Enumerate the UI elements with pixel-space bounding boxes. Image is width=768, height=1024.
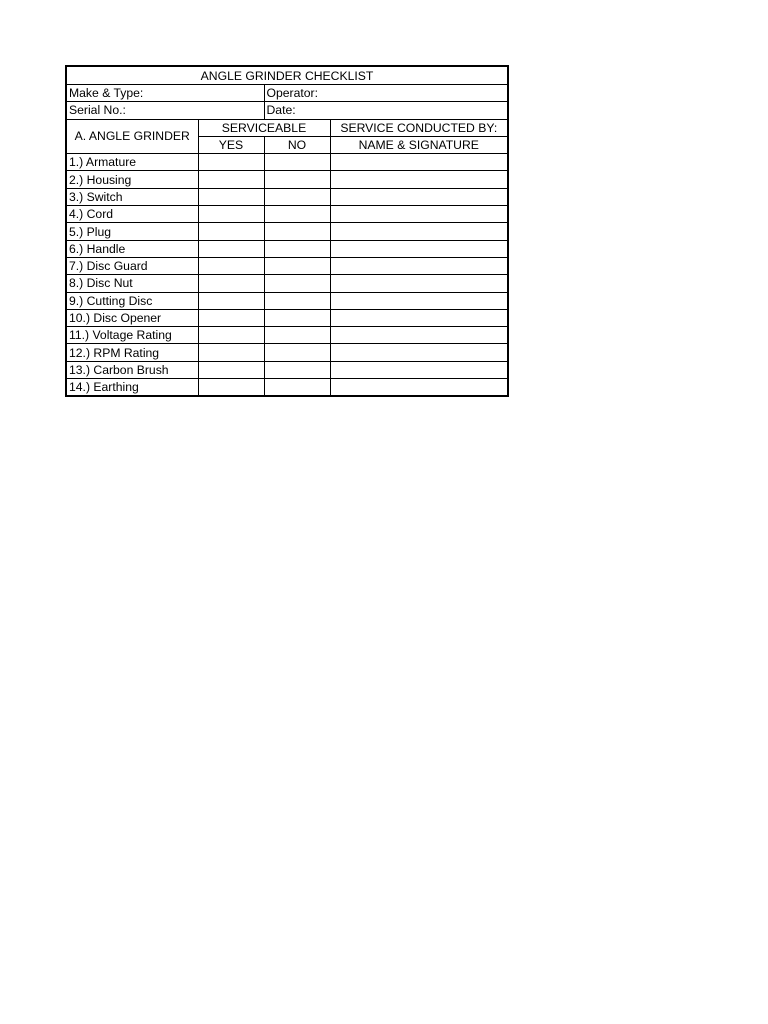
item-label: 13.) Carbon Brush <box>66 361 198 378</box>
table-row <box>66 206 508 223</box>
no-cell[interactable] <box>264 171 330 188</box>
no-cell[interactable] <box>264 292 330 309</box>
date-field[interactable]: Date: <box>264 102 508 119</box>
item-label: 9.) Cutting Disc <box>66 292 198 309</box>
signature-cell[interactable] <box>330 154 508 171</box>
yes-cell[interactable] <box>198 257 264 274</box>
table-row <box>66 344 508 361</box>
signature-cell[interactable] <box>330 379 508 397</box>
item-label: 12.) RPM Rating <box>66 344 198 361</box>
yes-cell[interactable] <box>198 292 264 309</box>
table-row <box>66 309 508 326</box>
table-row <box>66 223 508 240</box>
no-cell[interactable] <box>264 206 330 223</box>
checklist-sheet <box>65 65 507 397</box>
no-cell[interactable] <box>264 188 330 205</box>
form-title: ANGLE GRINDER CHECKLIST <box>66 66 508 85</box>
no-cell[interactable] <box>264 379 330 397</box>
no-cell[interactable] <box>264 309 330 326</box>
signature-cell[interactable] <box>330 344 508 361</box>
signature-cell[interactable] <box>330 327 508 344</box>
section-header: A. ANGLE GRINDER <box>66 119 198 154</box>
no-cell[interactable] <box>264 223 330 240</box>
yes-cell[interactable] <box>198 206 264 223</box>
item-rows <box>66 154 508 397</box>
no-cell[interactable] <box>264 327 330 344</box>
yes-cell[interactable] <box>198 171 264 188</box>
signature-cell[interactable] <box>330 292 508 309</box>
no-header: NO <box>264 136 330 153</box>
item-label: 11.) Voltage Rating <box>66 327 198 344</box>
title-row <box>66 66 508 85</box>
yes-cell[interactable] <box>198 327 264 344</box>
table-row <box>66 292 508 309</box>
item-label: 3.) Switch <box>66 188 198 205</box>
signature-cell[interactable] <box>330 240 508 257</box>
item-label: 8.) Disc Nut <box>66 275 198 292</box>
serviceable-header: SERVICEABLE <box>198 119 330 136</box>
yes-cell[interactable] <box>198 275 264 292</box>
item-label: 4.) Cord <box>66 206 198 223</box>
table-row <box>66 240 508 257</box>
item-label: 5.) Plug <box>66 223 198 240</box>
no-cell[interactable] <box>264 154 330 171</box>
no-cell[interactable] <box>264 275 330 292</box>
signature-cell[interactable] <box>330 188 508 205</box>
serial-date-row <box>66 102 508 119</box>
table-row <box>66 171 508 188</box>
yes-cell[interactable] <box>198 361 264 378</box>
signature-cell[interactable] <box>330 361 508 378</box>
no-cell[interactable] <box>264 240 330 257</box>
checklist-table <box>65 65 509 397</box>
item-label: 10.) Disc Opener <box>66 309 198 326</box>
item-label: 14.) Earthing <box>66 379 198 397</box>
signature-cell[interactable] <box>330 223 508 240</box>
yes-cell[interactable] <box>198 344 264 361</box>
serial-no-field[interactable]: Serial No.: <box>66 102 264 119</box>
signature-cell[interactable] <box>330 206 508 223</box>
table-row <box>66 188 508 205</box>
table-row <box>66 379 508 397</box>
service-conducted-header: SERVICE CONDUCTED BY: <box>330 119 508 136</box>
name-signature-header: NAME & SIGNATURE <box>330 136 508 153</box>
yes-header: YES <box>198 136 264 153</box>
item-label: 2.) Housing <box>66 171 198 188</box>
table-row <box>66 327 508 344</box>
table-row <box>66 275 508 292</box>
no-cell[interactable] <box>264 361 330 378</box>
item-label: 1.) Armature <box>66 154 198 171</box>
yes-cell[interactable] <box>198 379 264 397</box>
no-cell[interactable] <box>264 257 330 274</box>
yes-cell[interactable] <box>198 240 264 257</box>
table-row <box>66 154 508 171</box>
header-row-1 <box>66 119 508 136</box>
table-row <box>66 361 508 378</box>
item-label: 6.) Handle <box>66 240 198 257</box>
yes-cell[interactable] <box>198 309 264 326</box>
yes-cell[interactable] <box>198 154 264 171</box>
make-operator-row <box>66 85 508 102</box>
make-type-field[interactable]: Make & Type: <box>66 85 264 102</box>
operator-field[interactable]: Operator: <box>264 85 508 102</box>
signature-cell[interactable] <box>330 275 508 292</box>
yes-cell[interactable] <box>198 188 264 205</box>
signature-cell[interactable] <box>330 171 508 188</box>
signature-cell[interactable] <box>330 257 508 274</box>
yes-cell[interactable] <box>198 223 264 240</box>
item-label: 7.) Disc Guard <box>66 257 198 274</box>
signature-cell[interactable] <box>330 309 508 326</box>
no-cell[interactable] <box>264 344 330 361</box>
table-row <box>66 257 508 274</box>
